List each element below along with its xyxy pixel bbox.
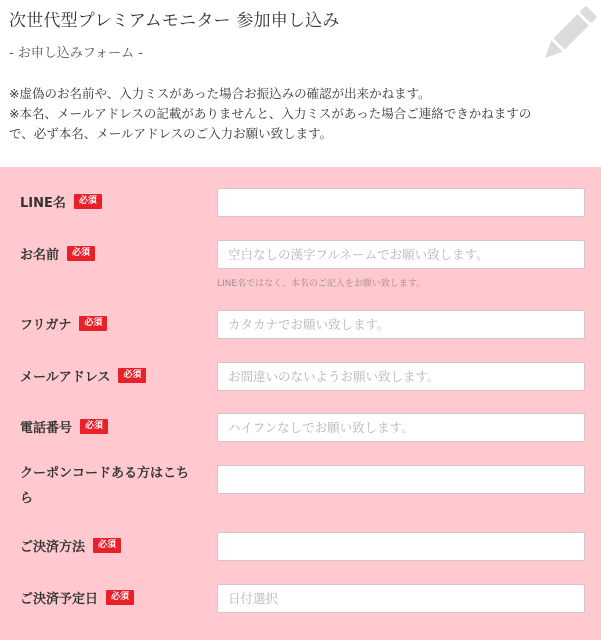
- required-badge: 必須: [79, 316, 107, 331]
- furigana-label: フリガナ 必須: [20, 314, 107, 333]
- required-badge: 必須: [80, 419, 108, 434]
- required-badge: 必須: [93, 538, 121, 553]
- phone-label: 電話番号 必須: [20, 417, 108, 436]
- form-header: [0, 0, 601, 165]
- payment-date-picker[interactable]: [217, 584, 585, 613]
- required-badge: 必須: [106, 590, 134, 605]
- email-input[interactable]: [217, 362, 585, 391]
- notice-line: ※虚偽のお名前や、入力ミスがあった場合お振込みの確認が出来かねます。: [9, 86, 431, 101]
- page-title: 次世代型プレミアムモニター 参加申し込み: [9, 11, 340, 31]
- name-label: お名前 必須: [20, 244, 95, 263]
- line-name-label: LINE名 必須: [20, 192, 102, 211]
- payment-method-label: ご決済方法 必須: [20, 536, 121, 555]
- payment-method-select[interactable]: [217, 532, 585, 561]
- required-badge: 必須: [118, 368, 146, 383]
- name-hint: LINE名ではなく、本名のご記入をお願い致します。: [217, 279, 426, 289]
- application-form: [0, 167, 601, 640]
- phone-input[interactable]: [217, 413, 585, 442]
- pencil-icon: [540, 4, 598, 64]
- notice-line: で、必ず本名、メールアドレスのご入力お願い致します。: [9, 126, 333, 141]
- coupon-input[interactable]: [217, 465, 585, 494]
- line-name-input[interactable]: [217, 188, 585, 217]
- coupon-label: クーポンコードある方はこちら: [20, 466, 190, 506]
- email-label: メールアドレス 必須: [20, 366, 146, 385]
- name-input[interactable]: [217, 240, 585, 269]
- payment-date-label: ご決済予定日 必須: [20, 588, 134, 607]
- furigana-input[interactable]: [217, 310, 585, 339]
- required-badge: 必須: [67, 246, 95, 261]
- notice-text: [9, 84, 594, 144]
- required-badge: 必須: [74, 194, 102, 209]
- page-subtitle: - お申し込みフォーム -: [9, 46, 143, 61]
- notice-line: ※本名、メールアドレスの記載がありませんと、入力ミスがあった場合ご連絡できかねますの: [9, 106, 532, 121]
